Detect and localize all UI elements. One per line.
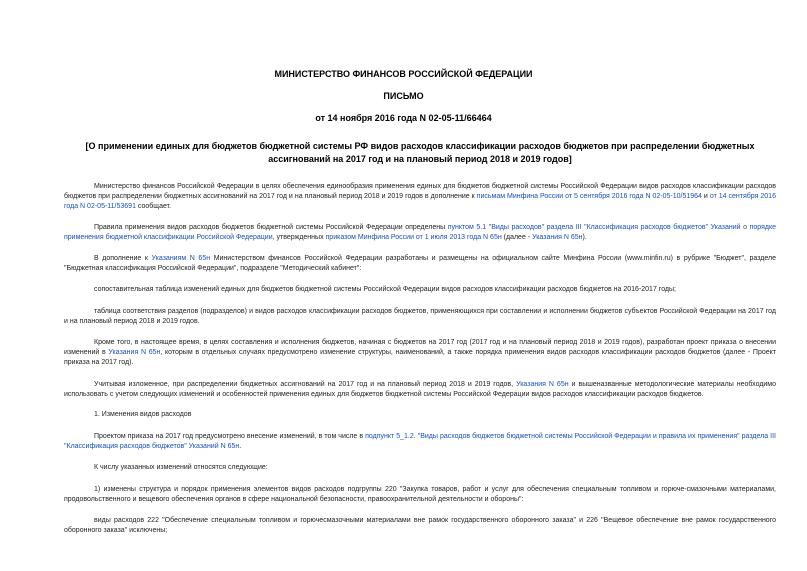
text: и bbox=[701, 193, 710, 200]
text: Учитывая изложенное, при распределении бюджетных ассигнований на 2017 год и на плановый период 2018 и 2019 годов, bbox=[94, 381, 517, 388]
text: Министерство финансов Российской Федерации в целях обеспечения единообразия применения единых для бюджетов бюджетной системы Российской Федерации видов расходов классификации расходов бюджетов при распределении бюджетных ассигнований на 2017 год и на плановый период 2018 и 2019 годов в дополнение к bbox=[64, 183, 776, 200]
paragraph-5: таблица соответствия разделов (подразделов) и видов расходов классификации расходов бюджетов, применяющихся при составлении и исполнении бюджетов субъектов Российской Федерации на 2017 год и на плановый период 2018 и 2019 годов. bbox=[64, 308, 776, 325]
ministry-heading: МИНИСТЕРСТВО ФИНАНСОВ РОССИЙСКОЙ ФЕДЕРАЦИИ bbox=[274, 69, 533, 79]
paragraph-4: сопоставительная таблица изменений единых для бюджетов бюджетной системы Российской Федерации видов расходов классификации расходов бюджетов на 2016-2017 годы; bbox=[94, 286, 676, 293]
text: . bbox=[239, 443, 242, 450]
link-instructions-65n[interactable]: Указания N 65н bbox=[516, 381, 569, 388]
paragraph-12: виды расходов 222 "Обеспечение специальным топливом и горючесмазочными материалами вне рамок государственного оборонного заказа" и 226 "Вещевое обеспечение вне рамок государственного оборонного заказа" исключены; bbox=[64, 517, 776, 534]
link-instructions-65n[interactable]: Указания N 65н bbox=[532, 234, 583, 241]
date-number-heading: от 14 ноября 2016 года N 02-05-11/66464 bbox=[315, 113, 492, 123]
text: Кроме того, в настоящее время, в целях составления и исполнения бюджетов, начиная с бюджетов на 2017 год (2017 год и на плановый период 2018 и 2019 годов), разработан проект приказа о внесении изменений в bbox=[64, 339, 776, 356]
link-letter-51964[interactable]: письмам Минфина России от 5 сентября 2016 года N 02-05-10/51964 bbox=[476, 193, 702, 200]
text: и вышеназванные методологические материалы необходимо использовать с учетом следующих изменений и особенностей применения единых для бюджетов бюджетной системы Российской Федерации видов расходов классификации расходов бюджетов. bbox=[64, 381, 777, 398]
text: (далее - bbox=[501, 234, 533, 241]
text: В дополнение к bbox=[94, 255, 152, 262]
link-item-5-1[interactable]: пунктом 5.1 "Виды расходов" раздела III "Классификация расходов бюджетов" Указаний о порядке применения бюджетной классификации Российской Федерации bbox=[64, 224, 776, 241]
document-title: [О применении единых для бюджетов бюджетной системы РФ видов расходов классификации расходов бюджетов при распределении бюджетных ассигнований на 2017 год и на плановый период 2018 и 2019 годов] bbox=[85, 141, 755, 164]
paragraph-6 bbox=[64, 338, 776, 368]
link-instructions-65n[interactable]: Указания N 65н bbox=[108, 349, 161, 356]
section-heading-1: 1. Изменения видов расходов bbox=[94, 411, 192, 418]
paragraph-10: К числу указанных изменений относятся следующие: bbox=[94, 464, 268, 471]
link-letter-53691[interactable]: от 14 сентября 2016 года N 02-05-11/53691 bbox=[64, 193, 776, 210]
link-instructions-65n[interactable]: Указаниям N 65н bbox=[151, 255, 211, 262]
paragraph-1 bbox=[64, 182, 776, 212]
text: , которым в отдельных случаях предусмотрено изменение структуры, наименований, а также порядка применения видов расходов классификации расходов бюджетов (далее - Проект приказа на 2017 год). bbox=[64, 349, 776, 366]
paragraph-11: 1) изменены структура и порядок применения элементов видов расходов подгруппы 220 "Закупка товаров, работ и услуг для обеспечения специальным топливом и горюче-смазочными материалами, продовольственного и вещевого обеспечения органов в сфере национальной безопасности, правоохранительной деятельности и обороны": bbox=[64, 486, 776, 503]
text: , утвержденных bbox=[272, 234, 326, 241]
doc-type-heading: ПИСЬМО bbox=[383, 91, 424, 101]
paragraph-7 bbox=[64, 380, 776, 400]
text: сообщает. bbox=[135, 203, 171, 210]
paragraph-9 bbox=[64, 432, 776, 452]
text: ). bbox=[582, 234, 587, 241]
link-order-65n[interactable]: приказом Минфина России от 1 июля 2013 года N 65н bbox=[325, 234, 502, 241]
link-subitem-5-1-2[interactable]: подпункт 5_1.2. "Виды расходов бюджетов бюджетной системы Российской Федерации и правила их применения" раздела III "Классификация расходов бюджетов" Указаний N 65н bbox=[64, 433, 776, 450]
text: Министерством финансов Российской Федерации разработаны и размещены на официальном сайте Минфина России (www.minfin.ru) в рубрике "Бюджет", разделе "Бюджетная классификация Российской Федерации", подразделе "Методический кабинет": bbox=[64, 255, 776, 272]
text: Правила применения видов расходов бюджетов бюджетной системы Российской Федерации определены bbox=[94, 224, 448, 231]
paragraph-2 bbox=[64, 223, 776, 243]
paragraph-3 bbox=[64, 254, 776, 274]
text: Проектом приказа на 2017 год предусмотрено внесение изменений, в том числе в bbox=[94, 433, 366, 440]
